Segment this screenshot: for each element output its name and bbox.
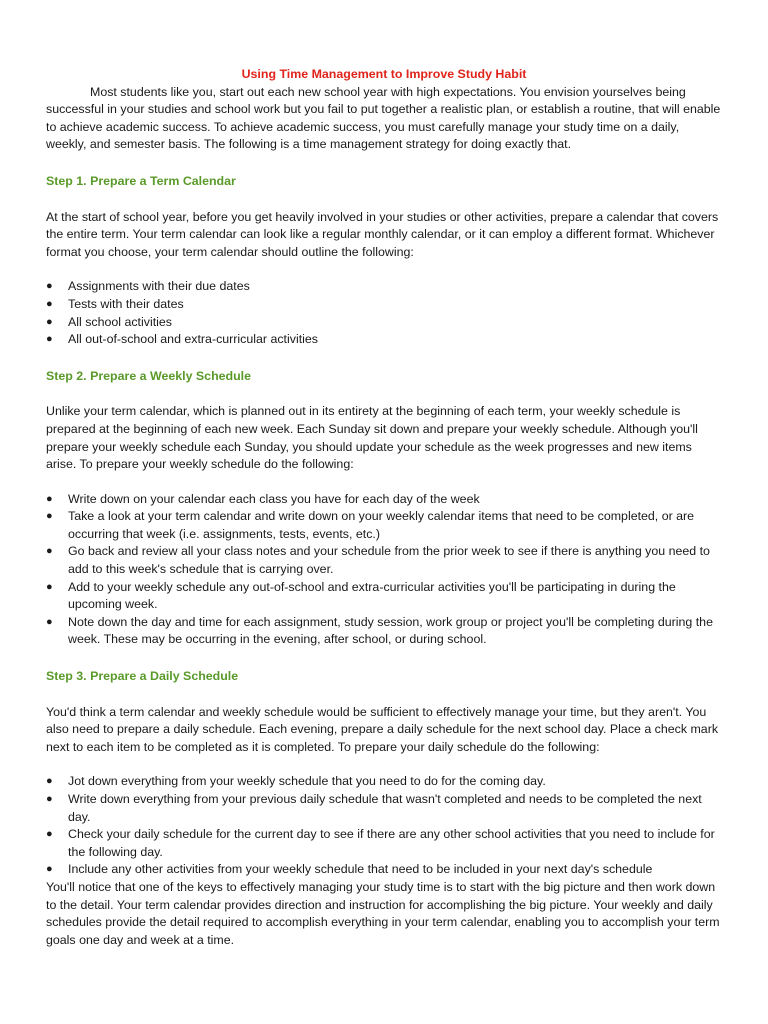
step1-paragraph: At the start of school year, before you get heavily involved in your studies or other activities, prepare a calendar that covers the entire term. Your term calendar can look like a regular monthly calendar, or it can employ a different format. Whichever format you choose, your term calendar should outline the following: [46,209,719,259]
list-item-text: Note down the day and time for each assignment, study session, work group or project you'll be completing during the week. These may be occurring in the evening, after school, or during school. [68,614,713,647]
step2-list [46,491,722,649]
list-item-text: Jot down everything from your weekly schedule that you need to do for the coming day. [68,774,546,789]
list-item [46,826,722,861]
bullet-icon: ● [46,545,53,558]
closing-paragraph: You'll notice that one of the keys to effectively managing your study time is to start with the big picture and then work down to the detail. Your term calendar provides direction and instruction for accomplishing the big picture. Your weekly and daily schedules provide the detail required to accomplish everything in your term calendar, enabling you to accomplish your term goals one day and week at a time. [46,879,720,947]
list-item [46,614,722,649]
step1-list [46,278,722,348]
bullet-icon: ● [46,297,53,310]
bullet-icon: ● [46,580,53,593]
step2-paragraph: Unlike your term calendar, which is planned out in its entirety at the beginning of each term, your weekly schedule is prepared at the beginning of each new week. Each Sunday sit down and prepare your weekly schedule. Although you'll prepare your weekly schedule each Sunday, you should update your schedule as the week progresses and new items arise. To prepare your weekly schedule do the following: [46,404,698,472]
bullet-icon: ● [46,775,53,788]
list-item-text: All school activities [68,314,172,329]
bullet-icon: ● [46,615,53,628]
step1-heading: Step 1. Prepare a Term Calendar [46,173,236,188]
list-item [46,278,722,296]
step3-paragraph: You'd think a term calendar and weekly schedule would be sufficient to effectively manage your time, but they aren't. You also need to prepare a daily schedule. Each evening, prepare a daily schedule for the next school day. Place a check mark next to each item to be completed as it is completed. To prepare your daily schedule do the following: [46,704,719,754]
list-item-text: Take a look at your term calendar and write down on your weekly calendar items that need to be completed, or are occurring that week (i.e. assignments, tests, events, etc.) [68,509,695,541]
step3-list [46,773,722,879]
list-item [46,791,722,826]
bullet-icon: ● [46,828,53,841]
list-item-text: All out-of-school and extra-curricular activities [68,332,318,347]
bullet-icon: ● [46,333,53,346]
bullet-icon: ● [46,793,53,805]
list-item [46,314,722,332]
list-item [46,491,722,509]
list-item-text: Assignments with their due dates [68,279,250,294]
bullet-icon: ● [46,492,53,505]
list-item-text: Go back and review all your class notes and your schedule from the prior week to see if there is anything you need to add to this week's schedule that is carrying over. [68,544,710,577]
intro-paragraph: Most students like you, start out each new school year with high expectations. You envision yourselves being successful in your studies and school work but you fail to put together a realistic plan, or establish a routine, that will enable to achieve academic success. To achieve academic success, you must carefully manage your study time on a daily, weekly, and semester basis. The following is a time management strategy for doing exactly that. [46,84,721,152]
bullet-icon: ● [46,315,53,328]
list-item [46,331,722,349]
bullet-icon: ● [46,863,53,876]
list-item-text: Tests with their dates [68,296,184,311]
step2-heading: Step 2. Prepare a Weekly Schedule [46,368,252,383]
list-item-text: Write down on your calendar each class you have for each day of the week [68,491,480,506]
list-item [46,296,722,314]
list-item [46,579,722,614]
list-item [46,773,722,791]
list-item [46,861,722,879]
list-item-text: Include any other activities from your weekly schedule that need to be included in your next day's schedule [68,862,653,877]
bullet-icon: ● [46,280,53,293]
list-item-text: Add to your weekly schedule any out-of-school and extra-curricular activities you'll be participating in during the upcoming week. [68,579,676,612]
list-item [46,543,722,578]
document-title: Using Time Management to Improve Study Habit [241,67,527,81]
list-item [46,508,722,543]
step3-heading: Step 3. Prepare a Daily Schedule [46,669,239,684]
list-item-text: Write down everything from your previous daily schedule that wasn't completed and needs to be completed the next day. [68,792,702,824]
bullet-icon: ● [46,510,53,523]
list-item-text: Check your daily schedule for the current day to see if there are any other school activities that you need to include for the following day. [68,827,715,859]
